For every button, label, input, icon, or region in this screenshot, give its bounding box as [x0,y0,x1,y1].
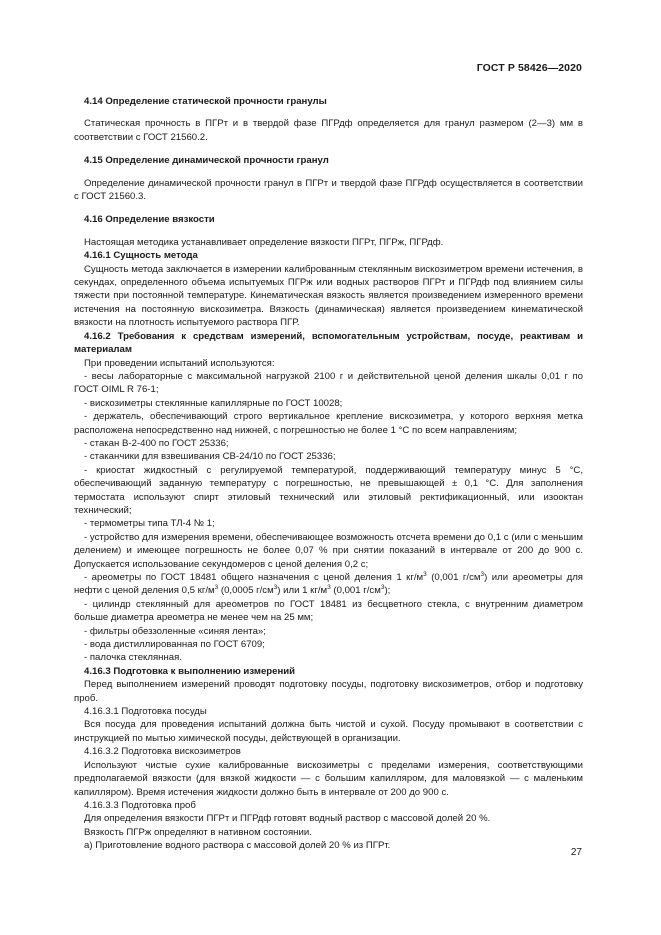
section-4-16-3-3-text-1: Для определения вязкости ПГРт и ПГРдф готовят водный раствор с массовой долей 20 %. [84,813,491,825]
section-4-15-title: 4.15 Определение динамической прочности гранул [84,155,329,167]
list-item: - цилиндр стеклянный для ареометров по ГОСТ 18481 из бесцветного стекла, с внутренним диаметром больше диаметра ареометра не менее чем на 25 мм; [74,598,583,624]
section-4-16-3-3-text-2: Вязкость ПГРж определяют в нативном состоянии. [84,826,312,838]
list-item: - устройство для измерения времени, обеспечивающее возможность отсчета времени до 0,1 с (или с меньшим делением) и имеющее погрешность не более 0,07 % при снятии показаний в интервале от 200 до 900 с. Допускается использование секундомеров с ценой деления 0,2 с; [74,531,583,570]
section-4-16-title: 4.16 Определение вязкости [84,214,215,226]
section-4-15-text: Определение динамической прочности гранул в ПГРт и твердой фазе ПГРдф осуществляется в соответствии с ГОСТ 21560.3. [74,177,583,203]
section-4-16-1-title: 4.16.1 Сущность метода [84,250,198,262]
areometer-text-g: ); [384,585,391,597]
page-number: 27 [570,847,582,858]
list-item: - стакан В-2-400 по ГОСТ 25336; [84,437,229,449]
document-standard-header: ГОСТ Р 58426—2020 [476,62,582,74]
areometer-text-a: - ареометры по ГОСТ 18481 общего назначения с ценой деления 1 кг/м [84,572,424,583]
areometer-text-e: ) или 1 кг/м [277,585,328,597]
section-4-14-text: Статическая прочность в ПГРт и в твердой фазе ПГРдф определяется для гранул размером (2—3) мм в соответствии с ГОСТ 21560.2. [74,118,583,143]
section-4-14-title: 4.14 Определение статической прочности гранулы [84,96,327,107]
page-content [74,95,583,853]
list-item: - держатель, обеспечивающий строго вертикальное крепление вискозиметра, у которого верхняя метка расположена непосредственно над нижней, с погрешностью не более 1 °С по всем направлениям; [74,411,583,436]
section-4-16-3-1-title: 4.16.3.1 Подготовка посуды [84,706,207,718]
list-item: - палочка стеклянная. [84,652,182,664]
section-4-16-2-title: 4.16.2 Требования к средствам измерений, вспомогательным устройствам, посуде, реактивам и материалам [74,330,583,356]
superscript: 3 [423,570,427,578]
areometer-text-f: (0,001 г/см [330,585,381,597]
list-item: - весы лабораторные с максимальной нагрузкой 2100 г и действительной ценой деления шкалы 0,01 г по ГОСТ OIML R 76-1; [74,370,583,396]
superscript: 3 [380,584,385,592]
superscript: 3 [273,584,278,592]
section-4-16-1-text: Сущность метода заключается в измерении калиброванным стеклянным вискозиметром времени истечения, в секундах, определенного объема испытуемых ПГРж или водных растворов ПГРт и ПГРдф под влиянием силы тяжести при постоянной температуре. Кинематическая вязкость является произведением измеренного времени истечения на постоянную вискозиметра. Вязкость (динамическая) является произведением кинематической вязкости на плотность испытуемого раствора ПГР. [74,263,583,329]
superscript: 3 [327,584,331,592]
superscript: 3 [214,584,219,592]
areometer-text-d: (0,0005 г/см [218,585,274,597]
superscript: 3 [480,570,485,578]
list-item-areometers [74,571,583,598]
section-4-16-3-2-title: 4.16.3.2 Подготовка вискозиметров [84,746,241,758]
list-item: - термометры типа ТЛ-4 № 1; [84,518,215,530]
section-4-16-3-2-text: Используют чистые сухие калиброванные вискозиметры с пределами измерения, соответствующими предполагаемой вязкости (для вязкой жидкости — с большим капилляром, для маловязкой — с маленьким капилляром). Время истечения жидкости должно быть в интервале от 200 до 900 с. [74,759,583,798]
section-4-16-3-text: Перед выполнением измерений проводят подготовку посуды, подготовку вискозиметров, отбор и подготовку проб. [74,679,583,704]
list-item: - фильтры обеззоленные «синяя лента»; [84,625,266,637]
section-4-16-3-title: 4.16.3 Подготовка к выполнению измерений [84,665,296,677]
section-4-16-3-3-text-3: а) Приготовление водного раствора с массовой долей 20 % из ПГРт. [84,840,391,852]
section-4-16-intro: Настоящая методика устанавливает определение вязкости ПГРт, ПГРж, ПГРдф. [84,236,444,248]
list-item: - вода дистиллированная по ГОСТ 6709; [84,639,265,651]
list-item: - вискозиметры стеклянные капиллярные по ГОСТ 10028; [84,397,343,409]
list-item: - криостат жидкостный с регулируемой температурой, поддерживающий температуру минус 5 °С, обеспечивающий заданную температуру с погрешностью, не превышающей ± 0,1 °С. Для заполнения термостата используют спирт этиловый технический или этиловый ректификационный, или изооктан технический; [74,464,583,516]
areometer-text-b: (0,001 г/см [426,572,481,583]
section-4-16-3-3-title: 4.16.3.3 Подготовка проб [84,799,196,811]
section-4-16-2-intro: При проведении испытаний используются: [84,357,275,369]
section-4-16-3-1-text: Вся посуда для проведения испытаний должна быть чистой и сухой. Посуду промывают в соответствии с инструкцией по мытью химической посуды, действующей в организации. [74,719,583,744]
areometer-text-c: ) или ареометры для нефти с ценой деления 0,5 кг/м [74,572,584,597]
list-item: - стаканчики для взвешивания СВ-24/10 по ГОСТ 25336; [84,451,336,463]
